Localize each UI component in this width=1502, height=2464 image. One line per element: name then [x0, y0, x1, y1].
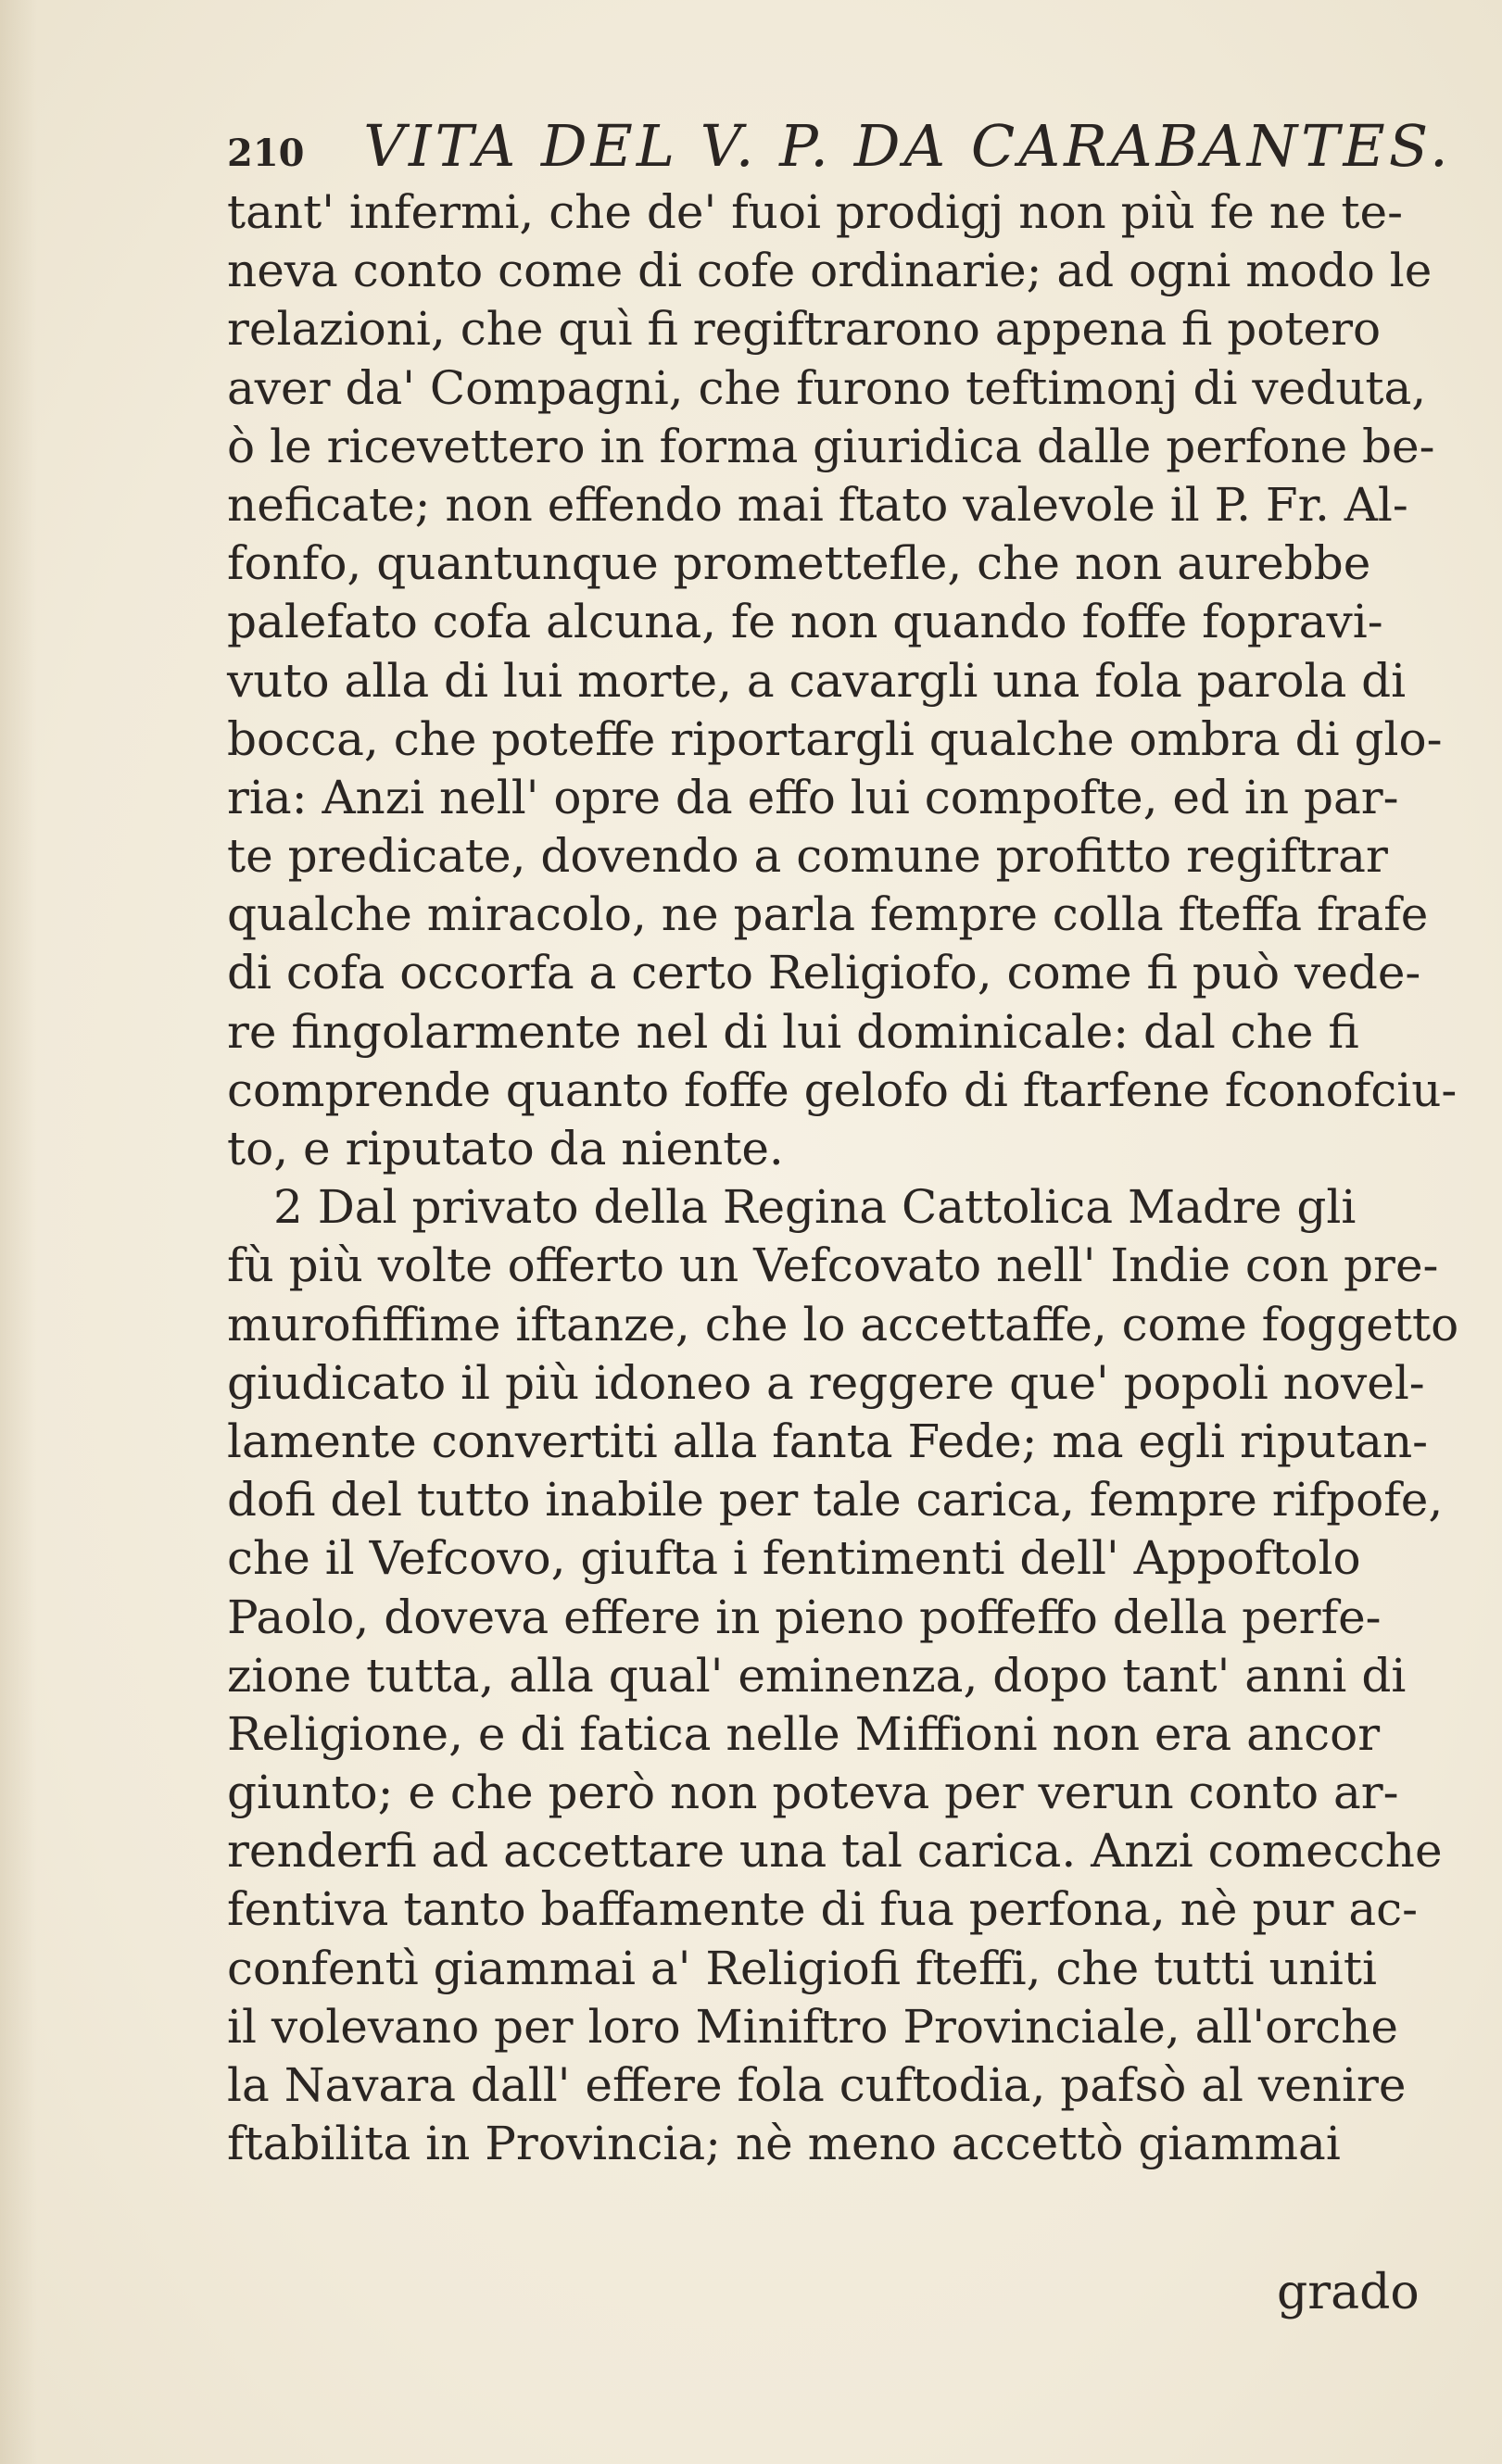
text-line: zione tutta, alla qual' eminenza, dopo tant' anni di — [227, 1648, 1407, 1703]
text-line: to, e riputato da niente. — [227, 1122, 784, 1175]
text-line: che il Vefcovo, giufta i fentimenti dell' Appoftolo — [227, 1531, 1361, 1586]
text-line: fonfo, quantunque promettefle, che non aurebbe — [227, 536, 1371, 591]
text-line: confentì giammai a' Religiofi fteffi, che tutti uniti — [227, 1941, 1377, 1995]
page-header — [227, 109, 1478, 183]
text-line: ò le ricevettero in forma giuridica dalle perfone be- — [227, 419, 1435, 473]
text-line: Paolo, doveva effere in pieno poffeffo della perfe- — [227, 1590, 1382, 1644]
text-line: ftabilita in Provincia; nè meno accettò giammai — [227, 2117, 1341, 2171]
text-line: bocca, che poteffe riportargli qualche ombra di glo- — [227, 711, 1443, 766]
text-line: palefato cofa alcuna, fe non quando foffe fopravi- — [227, 595, 1383, 649]
text-line: Religione, e di fatica nelle Miffioni non era ancor — [227, 1706, 1381, 1761]
text-line: te predicate, dovendo a comune profitto regiftrar — [227, 829, 1388, 884]
text-line: neva conto come di cofe ordinarie; ad ogni modo le — [227, 244, 1433, 298]
text-line: lamente convertiti alla fanta Fede; ma egli riputan- — [227, 1414, 1429, 1468]
text-line: la Navara dall' effere fola cuftodia, pafsò al venire — [227, 2058, 1407, 2112]
running-title: VITA DEL V. P. DA CARABANTES. — [363, 112, 1452, 180]
text-line: giudicato il più idoneo a reggere que' popoli novel- — [227, 1355, 1425, 1410]
text-line: qualche miracolo, ne parla fempre colla fteffa frafe — [227, 887, 1429, 942]
text-line: fentiva tanto baffamente di fua perfona, nè pur ac- — [227, 1882, 1419, 1937]
page-gutter-shadow — [0, 0, 37, 2464]
text-line: murofiffime iftanze, che lo accettaffe, come foggetto — [227, 1297, 1459, 1351]
paragraph-start-line: 2 Dal privato della Regina Cattolica Madre gli — [273, 1180, 1357, 1235]
text-line: ria: Anzi nell' opre da effo lui compofte, ed in par- — [227, 770, 1399, 824]
text-line: neficate; non effendo mai ftato valevole il P. Fr. Al- — [227, 477, 1408, 532]
catchword: grado — [1277, 2265, 1420, 2320]
text-line: vuto alla di lui morte, a cavargli una fola parola di — [227, 653, 1407, 708]
text-line: re fingolarmente nel di lui dominicale: dal che fi — [227, 1004, 1359, 1059]
body-text — [227, 183, 1495, 2173]
text-line: relazioni, che quì fi regiftrarono appena fi potero — [227, 302, 1382, 357]
text-line: di cofa occorfa a certo Religiofo, come fi può vede- — [227, 946, 1421, 1000]
text-line: fù più volte offerto un Vefcovato nell' Indie con pre- — [227, 1238, 1439, 1293]
text-line: tant' infermi, che de' fuoi prodigj non più fe ne te- — [227, 185, 1403, 239]
text-line: comprende quanto foffe gelofo di ftarfene fconofciu- — [227, 1062, 1458, 1117]
text-line: dofi del tutto inabile per tale carica, fempre rifpofe, — [227, 1473, 1444, 1527]
text-line: il volevano per loro Miniftro Provinciale, all'orche — [227, 1999, 1398, 2054]
page-number: 210 — [227, 132, 305, 175]
text-line: renderfi ad accettare una tal carica. Anzi comecche — [227, 1824, 1443, 1879]
text-line: aver da' Compagni, che furono teftimonj di veduta, — [227, 360, 1427, 415]
text-line: giunto; e che però non poteva per verun conto ar- — [227, 1766, 1399, 1820]
